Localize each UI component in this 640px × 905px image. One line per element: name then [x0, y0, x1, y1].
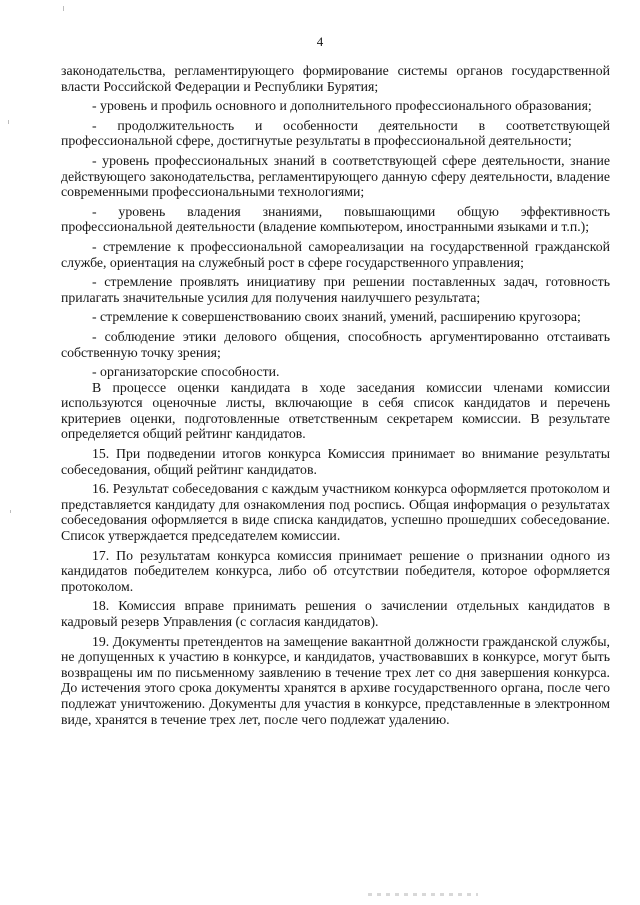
- scan-speck: [8, 120, 9, 124]
- page-number: 4: [316, 34, 324, 49]
- criteria-item-initiative: - стремление проявлять инициативу при решении поставленных задач, готовность прилагать значительные усилия для получения наилучшего результата;: [61, 274, 610, 305]
- scan-artifact: [368, 893, 478, 896]
- criteria-item-education: - уровень и профиль основного и дополнительного профессионального образования;: [92, 98, 592, 114]
- paragraph-evaluation: В процессе оценки кандидата в ходе заседания комиссии членами комиссии используются оценочные листы, включающие в себя список кандидатов и перечень критериев оценки, подготовленные ответственным секретарем комиссии. В результате определяется общий рейтинг кандидатов.: [61, 379, 610, 442]
- scan-speck: [63, 6, 64, 11]
- criteria-item-self-realization: - стремление к профессиональной самореализации на государственной гражданской службе, ориентация на служебный рост в сфере государственного управления;: [61, 238, 610, 270]
- criteria-item-skills: - уровень владения знаниями, повышающими общую эффективность профессиональной деятельности (владение компьютером, иностранными языками и т.п.);: [61, 203, 610, 235]
- criteria-item-self-improvement: - стремление к совершенствованию своих знаний, умений, расширению кругозора;: [92, 309, 581, 325]
- clause-18: 18. Комиссия вправе принимать решения о зачислении отдельных кандидатов в кадровый резерв Управления (с согласия кандидатов).: [61, 598, 610, 629]
- paragraph-continuation: законодательства, регламентирующего формирование системы органов государственной власти Российской Федерации и Республики Бурятия;: [61, 63, 610, 94]
- document-body: [61, 63, 610, 727]
- clause-15: 15. При подведении итогов конкурса Комиссия принимает во внимание результаты собеседования, общий рейтинг кандидатов.: [61, 446, 610, 477]
- criteria-item-experience: - продолжительность и особенности деятельности в соответствующей профессиональной сфере, достигнутые результаты в профессиональной деятельности;: [61, 117, 610, 149]
- criteria-item-ethics: - соблюдение этики делового общения, способность аргументированно отстаивать собственную точку зрения;: [61, 328, 610, 360]
- clause-17: 17. По результатам конкурса комиссия принимает решение о признании одного из кандидатов победителем конкурса, либо об отсутствии победителя, которое оформляется протоколом.: [61, 547, 610, 594]
- scan-speck: [10, 510, 11, 513]
- clause-19: 19. Документы претендентов на замещение вакантной должности гражданской службы, не допущенных к участию в конкурсе, и кандидатов, участвовавших в конкурсе, могут быть возвращены им по письменному заявлению в течение трех лет со дня завершения конкурса. До истечения этого срока документы хранятся в архиве государственного органа, после чего подлежат уничтожению. Документы для участия в конкурсе, представленные в электронном виде, хранятся в течение трех лет, после чего подлежат удалению.: [61, 633, 610, 727]
- clause-16: 16. Результат собеседования с каждым участником конкурса оформляется протоколом и представляется кандидату для ознакомления под роспись. Общая информация о результатах собеседования оформляется в виде списка кандидатов, успешно прошедших собеседование. Список утверждается председателем комиссии.: [61, 481, 610, 544]
- criteria-item-knowledge: - уровень профессиональных знаний в соответствующей сфере деятельности, знание действующего законодательства, регламентирующего данную сферу деятельности, владение современными профессиональными технологиями;: [61, 152, 610, 200]
- criteria-item-organizational: - организаторские способности.: [92, 364, 280, 380]
